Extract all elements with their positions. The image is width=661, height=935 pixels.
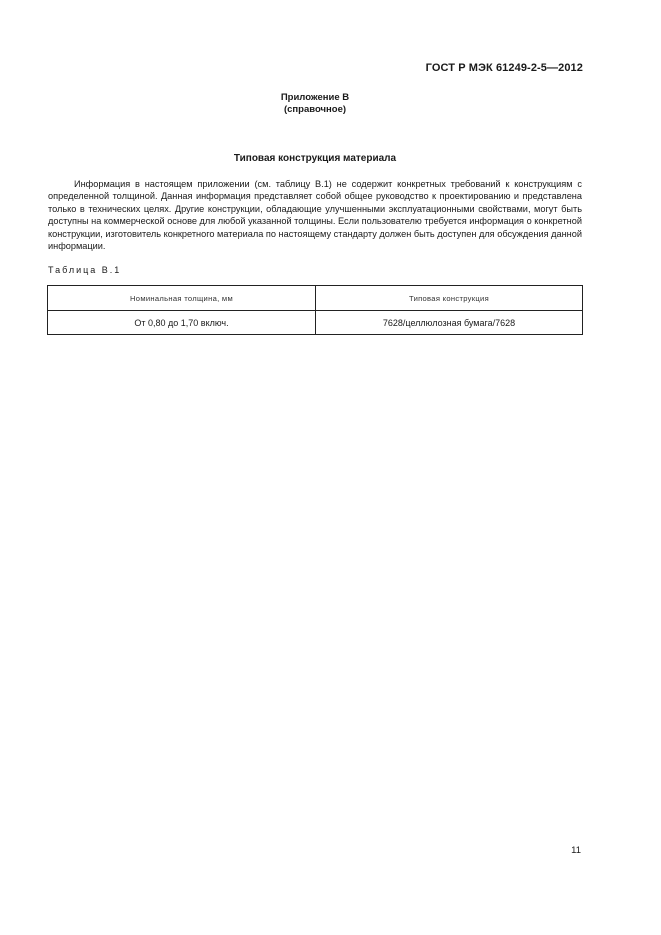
appendix-subtitle: (справочное): [283, 104, 347, 115]
cell-construction: 7628/целлюлозная бумага/7628: [316, 311, 583, 335]
construction-table: [47, 285, 583, 335]
table-header-row: [48, 286, 583, 311]
header-cell-construction: Типовая конструкция: [316, 286, 583, 311]
body-paragraph: Информация в настоящем приложении (см. таблицу В.1) не содержит конкретных требований к конструкциям с определенной толщиной. Данная информация представляет собой общее руководство к проектированию и представлена только в технических целях. Другие конструкции, обладающие улучшенными эксплуатационными свойствами, могут быть доступны на коммерческой основе для любой указанной толщины. Если пользователю требуется информация о конкретной конструкции, изготовитель конкретного материала по настоящему стандарту должен быть доступен для обсуждения данной информации.: [48, 179, 582, 252]
document-code: ГОСТ Р МЭК 61249-2-5—2012: [425, 62, 583, 74]
table-caption: Таблица В.1: [48, 265, 122, 275]
appendix-title: Приложение В: [280, 92, 350, 103]
section-title: Типовая конструкция материала: [233, 153, 397, 164]
cell-thickness: От 0,80 до 1,70 включ.: [48, 311, 316, 335]
appendix-heading: [0, 92, 630, 116]
page-number: 11: [571, 845, 581, 856]
header-cell-thickness: Номинальная толщина, мм: [48, 286, 316, 311]
table-row: [48, 311, 583, 335]
